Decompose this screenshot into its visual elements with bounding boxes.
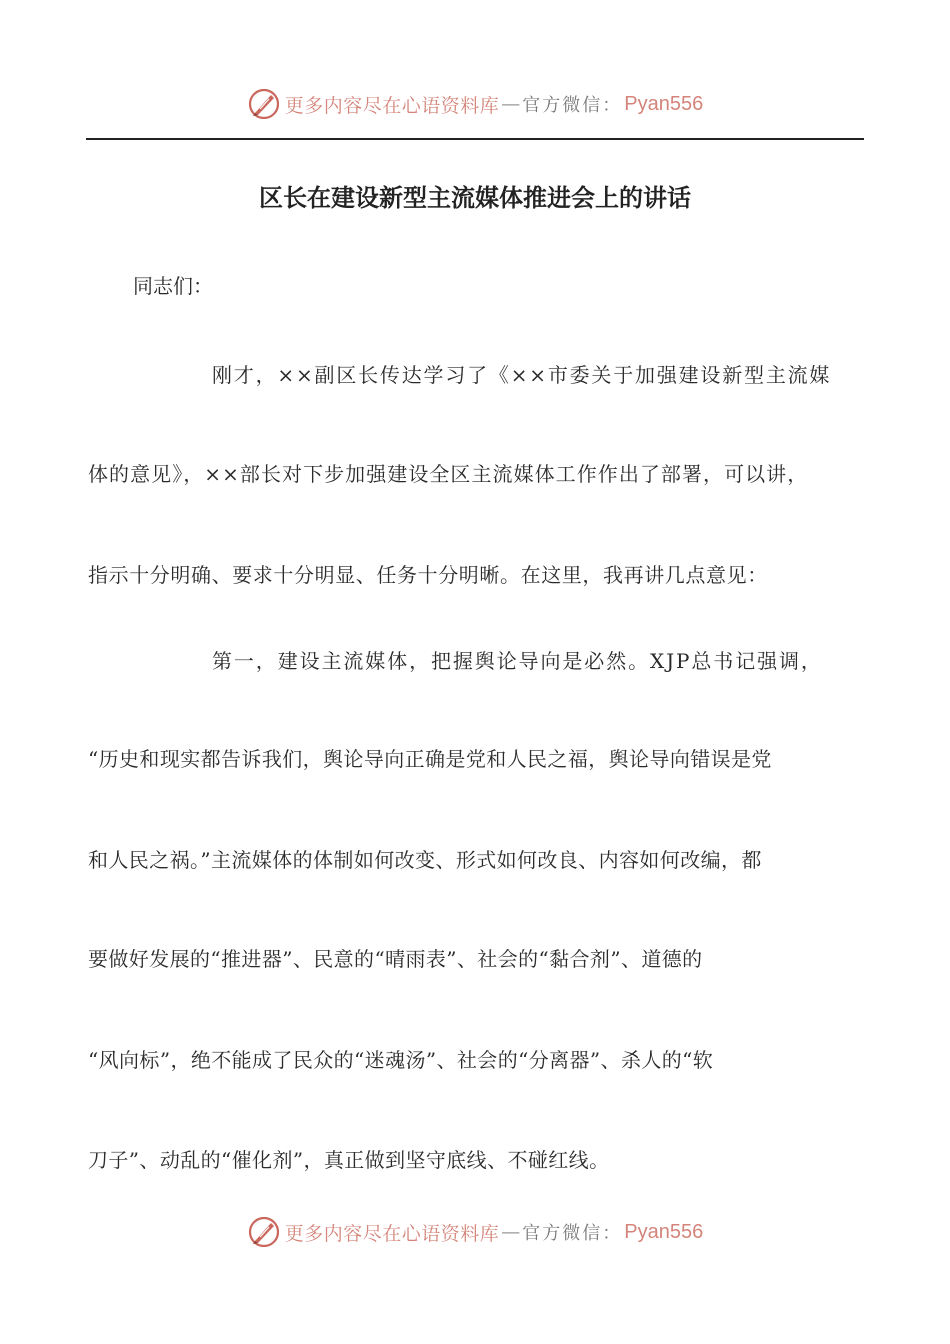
header-divider: [86, 138, 864, 140]
body-line-2: 体的意见》，××部长对下步加强建设全区主流媒体工作作出了部署，可以讲，: [88, 462, 809, 486]
document-title: 区长在建设新型主流媒体推进会上的讲话: [259, 184, 691, 212]
official-wechat-label: 官方微信：: [522, 1223, 623, 1244]
body-line-8: “风向标”，绝不能成了民众的“迷魂汤”、社会的“分离器”、杀人的“软: [88, 1048, 714, 1072]
body-line-7: 要做好发展的“推进器”、民意的“晴雨表”、社会的“黏合剂”、道德的: [88, 947, 703, 971]
wechat-id: Pyan556: [624, 92, 704, 115]
brand-name: 更多内容尽在心语资料库: [284, 94, 500, 117]
body-line-6: 和人民之祸。”主流媒体的体制如何改变、形式如何改良、内容如何改编，都: [88, 848, 762, 872]
quill-logo-icon: [247, 87, 281, 121]
brand-name: 更多内容尽在心语资料库: [284, 1222, 500, 1245]
banner-dash: —: [501, 93, 521, 115]
header-banner: [0, 84, 950, 124]
body-line-3: 指示十分明确、要求十分明显、任务十分明晰。在这里，我再讲几点意见：: [88, 563, 768, 587]
body-line-1: 刚才，××副区长传达学习了《××市委关于加强建设新型主流媒: [212, 363, 832, 387]
banner-dash: —: [501, 1221, 521, 1243]
salutation: 同志们：: [133, 274, 213, 298]
quill-logo-icon: [247, 1215, 281, 1249]
body-line-4: 第一，建设主流媒体，把握舆论导向是必然。XJP总书记强调，: [212, 649, 823, 673]
body-line-9: 刀子”、动乱的“催化剂”，真正做到坚守底线、不碰红线。: [88, 1148, 610, 1172]
footer-banner: [0, 1212, 950, 1252]
wechat-id: Pyan556: [624, 1220, 704, 1243]
official-wechat-label: 官方微信：: [522, 95, 623, 116]
body-line-5: “历史和现实都告诉我们，舆论导向正确是党和人民之福，舆论导向错误是党: [88, 747, 772, 771]
